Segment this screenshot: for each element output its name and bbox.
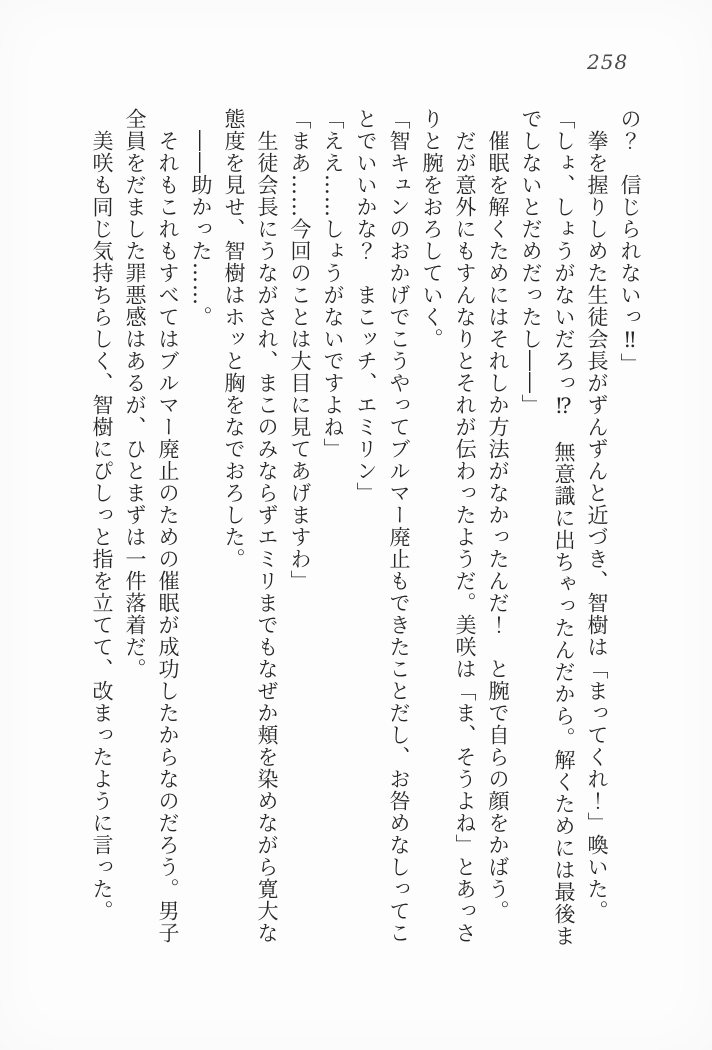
- text-line: 催眠を解くためにはそれしか方法がなかったんだ！ と腕で自らの顔をかばう。: [486, 108, 510, 922]
- text-line: 態度を見せ、智樹はホッと胸をなでおろした。: [222, 108, 246, 570]
- page-number: 258: [587, 50, 629, 74]
- text-line: 全員をだました罪悪感はあるが、ひとまずは一件落着だ。: [123, 108, 147, 680]
- text-line: 「しょ、しょうがないだろっ⁉ 無意識に出ちゃったんだから。解くためには最後ま: [552, 108, 576, 947]
- text-line: 「智キュンのおかげでこうやってブルマー廃止もできたことだし、お咎めなしってこ: [387, 108, 411, 944]
- text-line: とでいいかな？ まこッチ、エミリン」: [354, 108, 378, 504]
- text-line: 「ええ……しょうがないですよね」: [321, 108, 345, 460]
- vertical-text-block: [85, 108, 646, 960]
- text-line: でしないとだめだったし――」: [519, 108, 543, 416]
- text-line: りと腕をおろしていく。: [420, 108, 444, 350]
- text-line: 生徒会長にうながされ、まこのみならずエミリまでもなぜか頬を染めながら寛大な: [255, 108, 279, 944]
- text-line: だが意外にもすんなりとそれが伝わったようだ。美咲は「ま、そうよね」とあっさ: [453, 108, 477, 944]
- text-line: 美咲も同じ気持ちらしく、智樹にぴしっと指を立てて、改まったように言った。: [90, 108, 114, 922]
- text-line: 拳を握りしめた生徒会長がずんずんと近づき、智樹は「まってくれ！」喚いた。: [585, 108, 609, 922]
- text-line: それもこれもすべてはブルマー廃止のための催眠が成功したからなのだろう。男子: [156, 108, 180, 944]
- text-line: ――助かった……。: [189, 108, 213, 328]
- text-line: 「まあ……今回のことは大目に見てあげますわ」: [288, 108, 312, 592]
- text-line: の？ 信じられないっ‼」: [618, 108, 642, 375]
